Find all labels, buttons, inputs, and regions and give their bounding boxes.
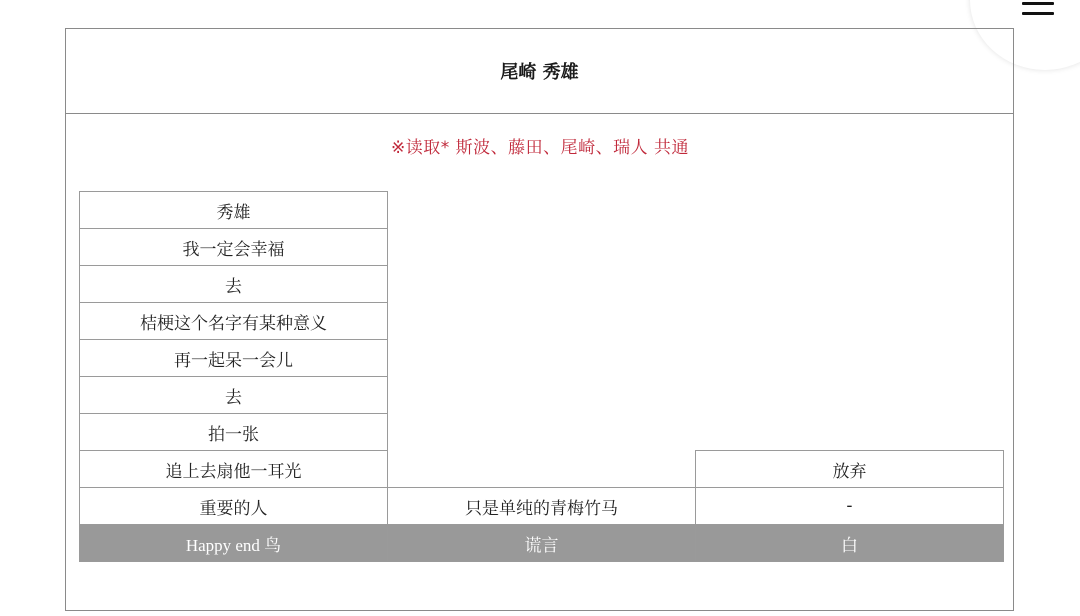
ending-row [80, 525, 1004, 562]
choice-cell: 桔梗这个名字有某种意义 [80, 303, 388, 340]
table-row [80, 266, 1004, 303]
table-row [80, 377, 1004, 414]
route-note: ※读取* 斯波、藤田、尾崎、瑞人 共通 [390, 138, 690, 158]
choice-cell: - [696, 488, 1004, 525]
table-row [80, 488, 1004, 525]
character-title: 尾崎 秀雄 [66, 29, 1013, 114]
choice-table [79, 191, 1004, 562]
choice-cell: 只是单纯的青梅竹马 [388, 488, 696, 525]
table-row [80, 303, 1004, 340]
choice-cell: 去 [80, 377, 388, 414]
choice-cell: 追上去扇他一耳光 [80, 451, 388, 488]
table-row [80, 414, 1004, 451]
choice-cell: 再一起呆一会儿 [80, 340, 388, 377]
table-row [80, 340, 1004, 377]
choice-cell: 我一定会幸福 [80, 229, 388, 266]
choice-cell: 秀雄 [80, 192, 388, 229]
table-row [80, 451, 1004, 488]
choice-cell: 拍一张 [80, 414, 388, 451]
hamburger-menu-icon[interactable] [1022, 2, 1054, 16]
ending-cell: Happy end 鸟 [80, 525, 388, 562]
choice-cell: 重要的人 [80, 488, 388, 525]
table-row [80, 229, 1004, 266]
choice-cell: 去 [80, 266, 388, 303]
choice-cell: 放弃 [696, 451, 1004, 488]
ending-cell: 白 [696, 525, 1004, 562]
ending-cell: 谎言 [388, 525, 696, 562]
table-row [80, 192, 1004, 229]
